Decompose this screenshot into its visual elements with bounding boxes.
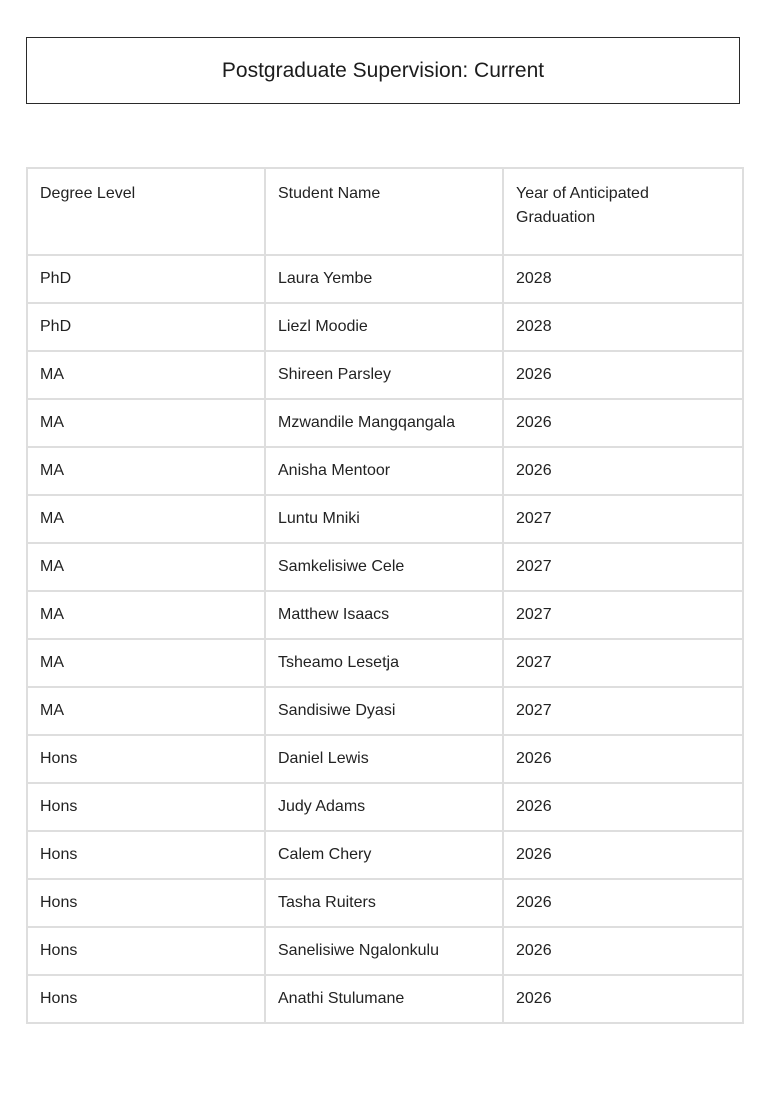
student-name-cell: Daniel Lewis <box>265 735 503 783</box>
student-name-cell: Liezl Moodie <box>265 303 503 351</box>
degree-level-cell: PhD <box>27 255 265 303</box>
graduation-year-cell: 2028 <box>503 303 743 351</box>
graduation-year-cell: 2027 <box>503 591 743 639</box>
student-name-cell: Anisha Mentoor <box>265 447 503 495</box>
graduation-year-cell: 2027 <box>503 687 743 735</box>
student-name-cell: Tsheamo Lesetja <box>265 639 503 687</box>
table-row <box>27 591 743 639</box>
student-name-cell: Matthew Isaacs <box>265 591 503 639</box>
table-row <box>27 543 743 591</box>
degree-level-cell: Hons <box>27 927 265 975</box>
degree-level-cell: MA <box>27 639 265 687</box>
graduation-year-cell: 2026 <box>503 927 743 975</box>
degree-level-cell: MA <box>27 543 265 591</box>
graduation-year-cell: 2027 <box>503 543 743 591</box>
table-row <box>27 447 743 495</box>
graduation-year-cell: 2026 <box>503 879 743 927</box>
table-row <box>27 735 743 783</box>
table-row <box>27 495 743 543</box>
table-row <box>27 879 743 927</box>
degree-level-cell: Hons <box>27 975 265 1023</box>
table-row <box>27 927 743 975</box>
student-name-cell: Laura Yembe <box>265 255 503 303</box>
student-name-cell: Calem Chery <box>265 831 503 879</box>
table-row <box>27 639 743 687</box>
graduation-year-cell: 2026 <box>503 447 743 495</box>
degree-level-cell: Hons <box>27 831 265 879</box>
degree-level-cell: MA <box>27 495 265 543</box>
header-graduation-year: Year of Anticipated Graduation <box>503 168 743 255</box>
table-header-row <box>27 168 743 255</box>
degree-level-cell: MA <box>27 447 265 495</box>
degree-level-cell: PhD <box>27 303 265 351</box>
degree-level-cell: Hons <box>27 735 265 783</box>
graduation-year-cell: 2026 <box>503 975 743 1023</box>
header-student-name: Student Name <box>265 168 503 255</box>
table-row <box>27 783 743 831</box>
student-name-cell: Samkelisiwe Cele <box>265 543 503 591</box>
degree-level-cell: MA <box>27 687 265 735</box>
student-name-cell: Mzwandile Mangqangala <box>265 399 503 447</box>
supervision-table <box>26 167 744 1024</box>
student-name-cell: Luntu Mniki <box>265 495 503 543</box>
page-title-box <box>26 37 740 104</box>
table-row <box>27 687 743 735</box>
student-name-cell: Shireen Parsley <box>265 351 503 399</box>
graduation-year-cell: 2026 <box>503 831 743 879</box>
student-name-cell: Tasha Ruiters <box>265 879 503 927</box>
page-title: Postgraduate Supervision: Current <box>221 58 545 82</box>
student-name-cell: Anathi Stulumane <box>265 975 503 1023</box>
degree-level-cell: MA <box>27 399 265 447</box>
table-row <box>27 303 743 351</box>
degree-level-cell: MA <box>27 351 265 399</box>
degree-level-cell: MA <box>27 591 265 639</box>
table-row <box>27 351 743 399</box>
table-row <box>27 975 743 1023</box>
graduation-year-cell: 2028 <box>503 255 743 303</box>
graduation-year-cell: 2026 <box>503 399 743 447</box>
degree-level-cell: Hons <box>27 783 265 831</box>
header-degree-level: Degree Level <box>27 168 265 255</box>
student-name-cell: Sanelisiwe Ngalonkulu <box>265 927 503 975</box>
student-name-cell: Sandisiwe Dyasi <box>265 687 503 735</box>
table-row <box>27 399 743 447</box>
degree-level-cell: Hons <box>27 879 265 927</box>
table-row <box>27 255 743 303</box>
graduation-year-cell: 2026 <box>503 783 743 831</box>
graduation-year-cell: 2026 <box>503 735 743 783</box>
table-body <box>27 255 743 1023</box>
table-row <box>27 831 743 879</box>
graduation-year-cell: 2026 <box>503 351 743 399</box>
graduation-year-cell: 2027 <box>503 639 743 687</box>
student-name-cell: Judy Adams <box>265 783 503 831</box>
graduation-year-cell: 2027 <box>503 495 743 543</box>
